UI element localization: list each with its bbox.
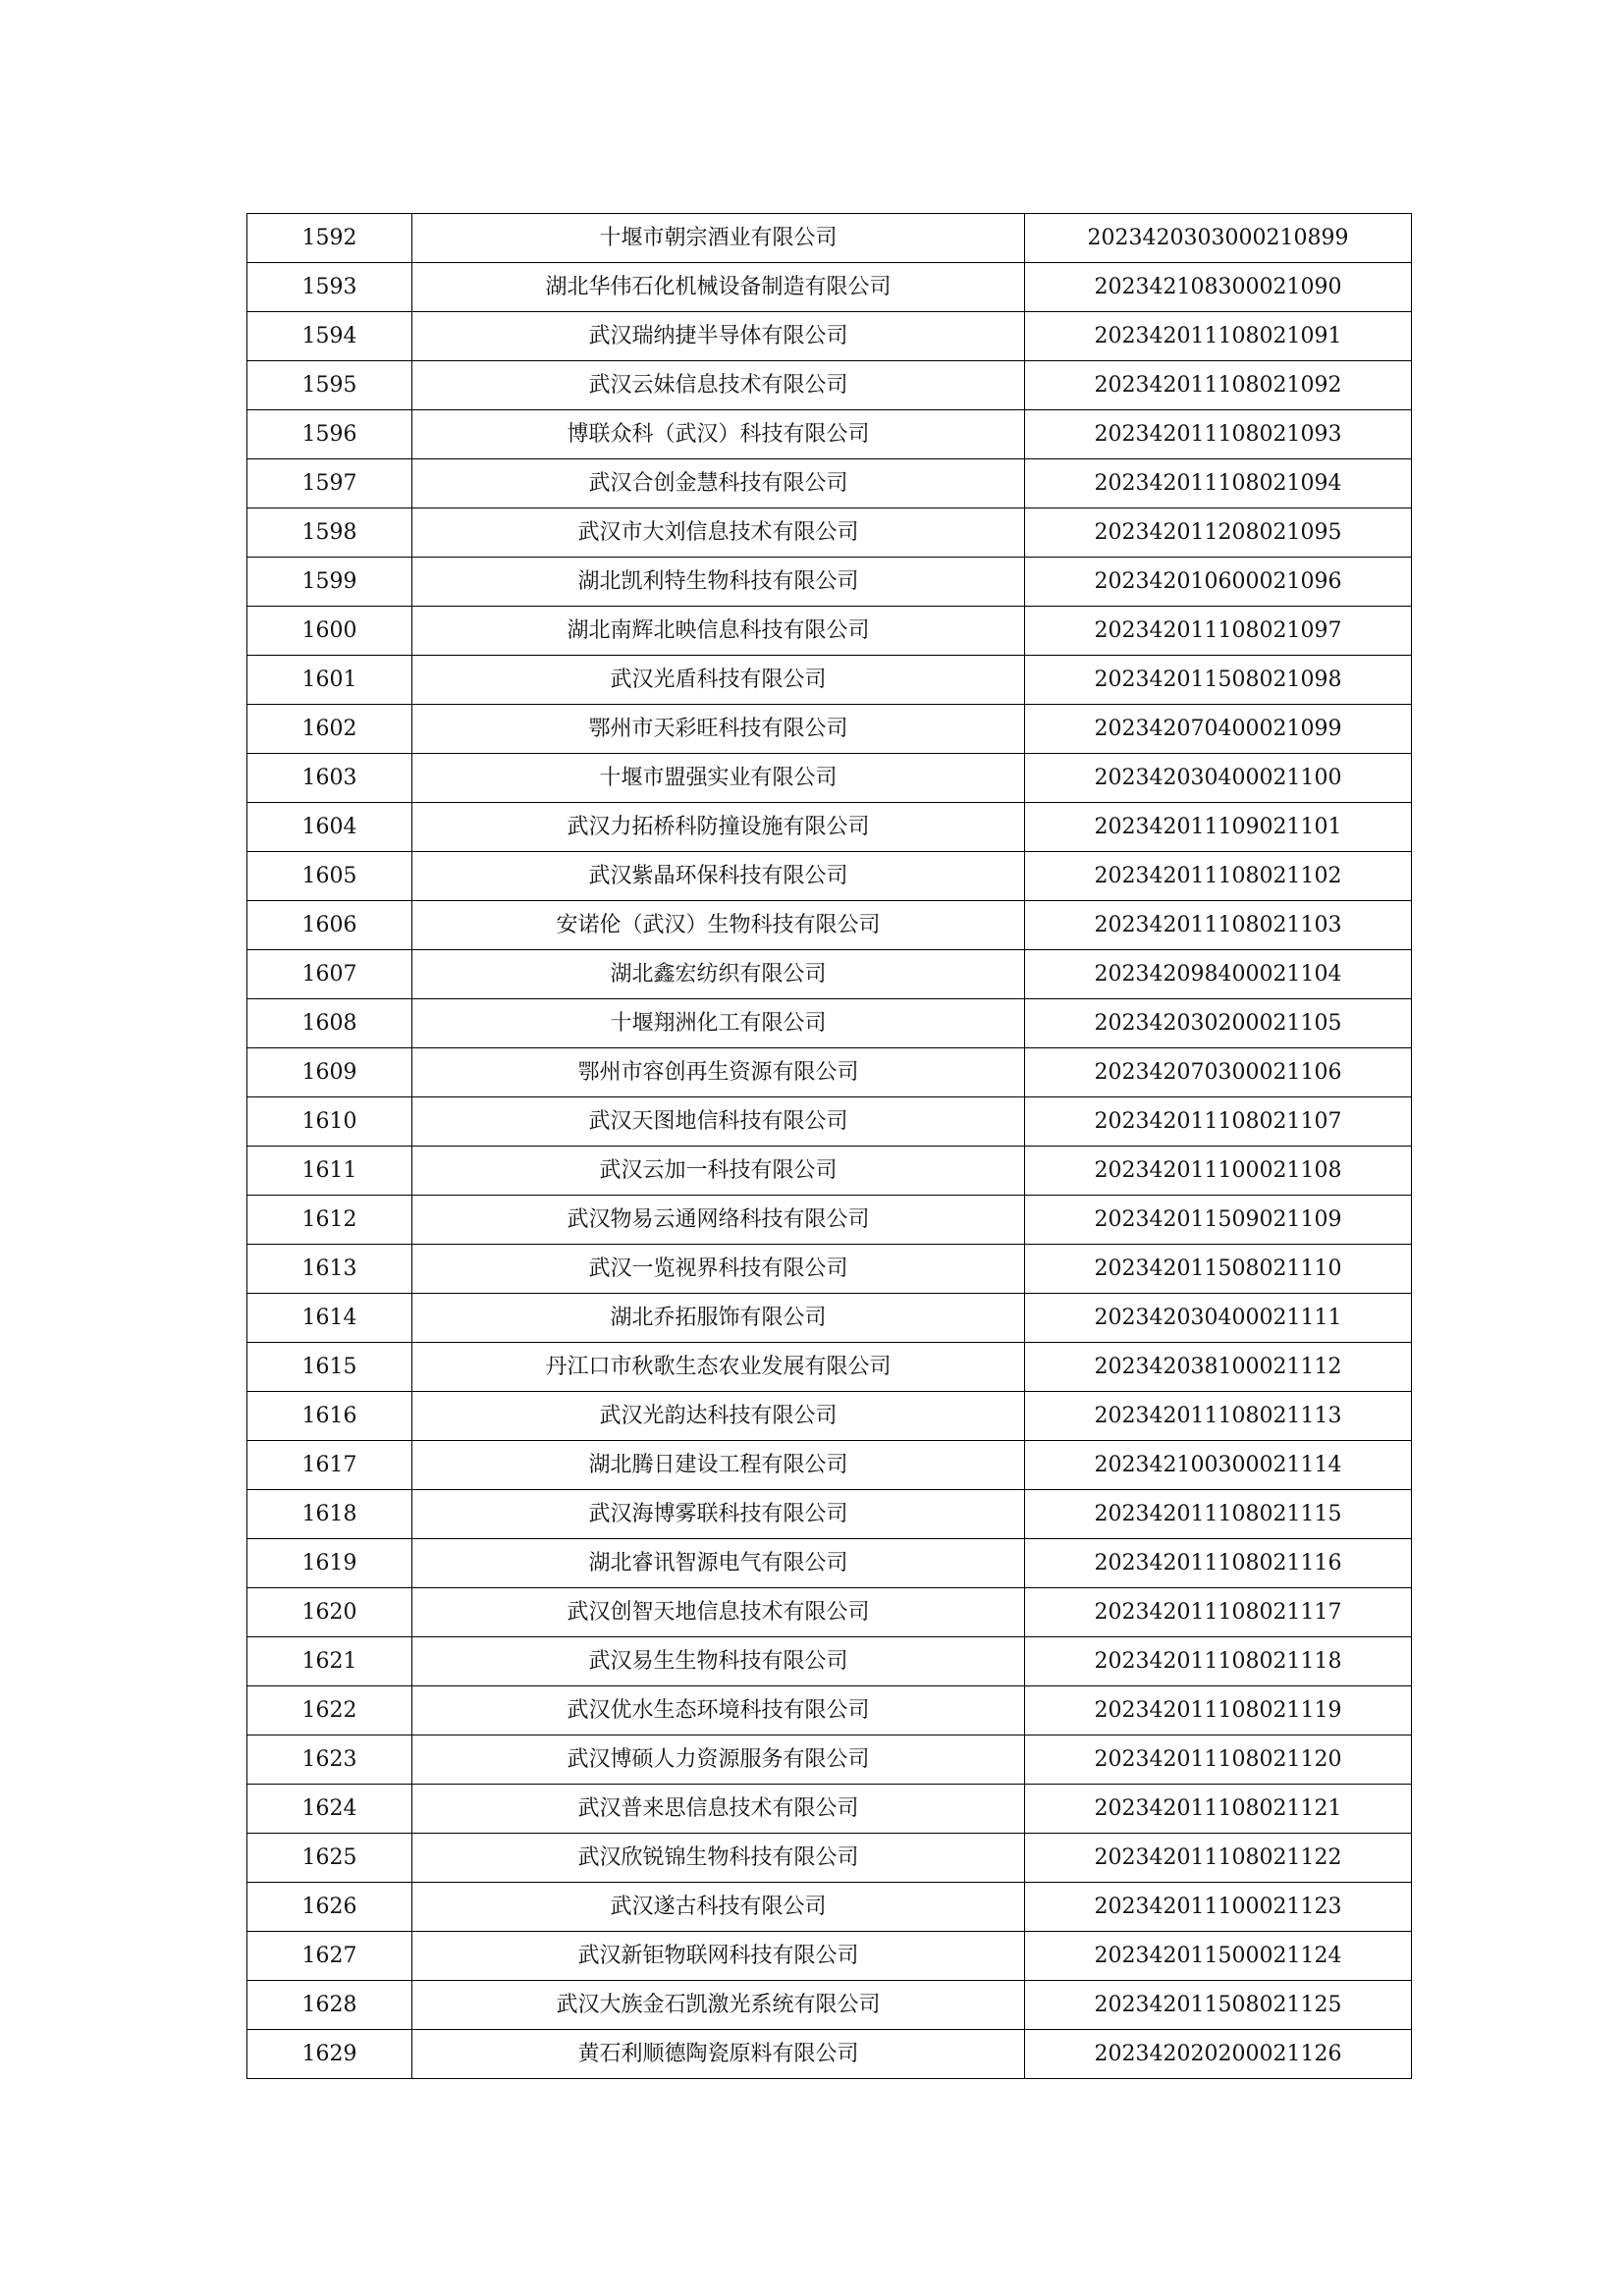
table-row xyxy=(247,263,1412,312)
table-row xyxy=(247,1343,1412,1392)
registration-number-cell: 202342011208021095 xyxy=(1025,508,1412,558)
row-index-cell: 1605 xyxy=(247,852,412,901)
table-row xyxy=(247,214,1412,263)
row-index-cell: 1612 xyxy=(247,1196,412,1245)
row-index-cell: 1625 xyxy=(247,1834,412,1883)
registration-number-cell: 202342011108021117 xyxy=(1025,1588,1412,1637)
registration-number-cell: 202342020200021126 xyxy=(1025,2030,1412,2079)
row-index-cell: 1595 xyxy=(247,361,412,410)
registration-number-cell: 202342011500021124 xyxy=(1025,1932,1412,1981)
company-name-cell: 黄石利顺德陶瓷原料有限公司 xyxy=(412,2030,1025,2079)
row-index-cell: 1615 xyxy=(247,1343,412,1392)
registration-number-cell: 202342070300021106 xyxy=(1025,1048,1412,1097)
table-row xyxy=(247,1392,1412,1441)
table-row xyxy=(247,1981,1412,2030)
company-name-cell: 湖北鑫宏纺织有限公司 xyxy=(412,950,1025,999)
company-name-cell: 湖北睿讯智源电气有限公司 xyxy=(412,1539,1025,1588)
company-name-cell: 武汉遂古科技有限公司 xyxy=(412,1883,1025,1932)
row-index-cell: 1622 xyxy=(247,1686,412,1735)
registration-number-cell: 202342030400021111 xyxy=(1025,1294,1412,1343)
row-index-cell: 1617 xyxy=(247,1441,412,1490)
registration-number-cell: 202342011108021094 xyxy=(1025,459,1412,508)
company-name-cell: 武汉博硕人力资源服务有限公司 xyxy=(412,1735,1025,1785)
registration-number-cell: 202342011108021113 xyxy=(1025,1392,1412,1441)
company-name-cell: 湖北乔拓服饰有限公司 xyxy=(412,1294,1025,1343)
registration-number-cell: 202342011508021125 xyxy=(1025,1981,1412,2030)
row-index-cell: 1627 xyxy=(247,1932,412,1981)
registration-number-cell: 202342100300021114 xyxy=(1025,1441,1412,1490)
row-index-cell: 1613 xyxy=(247,1245,412,1294)
company-name-cell: 武汉新钜物联网科技有限公司 xyxy=(412,1932,1025,1981)
company-name-cell: 武汉创智天地信息技术有限公司 xyxy=(412,1588,1025,1637)
registration-number-cell: 202342011108021097 xyxy=(1025,607,1412,656)
row-index-cell: 1604 xyxy=(247,803,412,852)
registration-number-cell: 202342011108021103 xyxy=(1025,901,1412,950)
registration-number-cell: 202342011108021118 xyxy=(1025,1637,1412,1686)
company-name-cell: 武汉光韵达科技有限公司 xyxy=(412,1392,1025,1441)
registration-number-cell: 202342010600021096 xyxy=(1025,558,1412,607)
table-row xyxy=(247,901,1412,950)
table-row xyxy=(247,852,1412,901)
table-row xyxy=(247,1539,1412,1588)
registration-number-cell: 202342070400021099 xyxy=(1025,705,1412,754)
table-row xyxy=(247,312,1412,361)
registration-number-cell: 202342011508021110 xyxy=(1025,1245,1412,1294)
company-name-cell: 武汉紫晶环保科技有限公司 xyxy=(412,852,1025,901)
registration-number-cell: 202342011109021101 xyxy=(1025,803,1412,852)
registration-number-cell: 202342038100021112 xyxy=(1025,1343,1412,1392)
company-name-cell: 湖北南辉北映信息科技有限公司 xyxy=(412,607,1025,656)
company-name-cell: 武汉优水生态环境科技有限公司 xyxy=(412,1686,1025,1735)
table-row xyxy=(247,1147,1412,1196)
company-name-cell: 十堰翔洲化工有限公司 xyxy=(412,999,1025,1048)
company-name-cell: 武汉瑞纳捷半导体有限公司 xyxy=(412,312,1025,361)
company-name-cell: 武汉天图地信科技有限公司 xyxy=(412,1097,1025,1147)
row-index-cell: 1606 xyxy=(247,901,412,950)
table-row xyxy=(247,1834,1412,1883)
registration-number-cell: 202342108300021090 xyxy=(1025,263,1412,312)
table-row xyxy=(247,1196,1412,1245)
company-name-cell: 武汉云加一科技有限公司 xyxy=(412,1147,1025,1196)
registration-number-cell: 202342011108021120 xyxy=(1025,1735,1412,1785)
company-name-cell: 武汉市大刘信息技术有限公司 xyxy=(412,508,1025,558)
row-index-cell: 1624 xyxy=(247,1785,412,1834)
company-name-cell: 武汉欣锐锦生物科技有限公司 xyxy=(412,1834,1025,1883)
company-name-cell: 武汉光盾科技有限公司 xyxy=(412,656,1025,705)
table-row xyxy=(247,1490,1412,1539)
table-row xyxy=(247,1637,1412,1686)
company-name-cell: 湖北华伟石化机械设备制造有限公司 xyxy=(412,263,1025,312)
row-index-cell: 1592 xyxy=(247,214,412,263)
registration-number-cell: 202342011108021116 xyxy=(1025,1539,1412,1588)
company-name-cell: 武汉云妹信息技术有限公司 xyxy=(412,361,1025,410)
table-row xyxy=(247,754,1412,803)
table-row xyxy=(247,508,1412,558)
row-index-cell: 1626 xyxy=(247,1883,412,1932)
registration-number-cell: 202342011108021115 xyxy=(1025,1490,1412,1539)
row-index-cell: 1628 xyxy=(247,1981,412,2030)
table-row xyxy=(247,803,1412,852)
company-name-cell: 武汉普来思信息技术有限公司 xyxy=(412,1785,1025,1834)
table-row xyxy=(247,1097,1412,1147)
row-index-cell: 1599 xyxy=(247,558,412,607)
registration-number-cell: 202342011100021123 xyxy=(1025,1883,1412,1932)
registration-number-cell: 202342011108021107 xyxy=(1025,1097,1412,1147)
company-name-cell: 安诺伦（武汉）生物科技有限公司 xyxy=(412,901,1025,950)
registration-number-cell: 202342011108021091 xyxy=(1025,312,1412,361)
company-name-cell: 十堰市朝宗酒业有限公司 xyxy=(412,214,1025,263)
row-index-cell: 1603 xyxy=(247,754,412,803)
table-row xyxy=(247,1785,1412,1834)
row-index-cell: 1614 xyxy=(247,1294,412,1343)
table-row xyxy=(247,999,1412,1048)
table-row xyxy=(247,459,1412,508)
registration-number-cell: 202342011108021119 xyxy=(1025,1686,1412,1735)
registration-number-cell: 202342011100021108 xyxy=(1025,1147,1412,1196)
company-name-cell: 博联众科（武汉）科技有限公司 xyxy=(412,410,1025,459)
registration-number-cell: 202342011108021121 xyxy=(1025,1785,1412,1834)
company-name-cell: 鄂州市天彩旺科技有限公司 xyxy=(412,705,1025,754)
company-registry-table-container xyxy=(246,213,1411,2079)
table-row xyxy=(247,950,1412,999)
row-index-cell: 1621 xyxy=(247,1637,412,1686)
table-row xyxy=(247,1686,1412,1735)
company-name-cell: 湖北腾日建设工程有限公司 xyxy=(412,1441,1025,1490)
row-index-cell: 1600 xyxy=(247,607,412,656)
row-index-cell: 1608 xyxy=(247,999,412,1048)
row-index-cell: 1593 xyxy=(247,263,412,312)
row-index-cell: 1619 xyxy=(247,1539,412,1588)
registration-number-cell: 202342011508021098 xyxy=(1025,656,1412,705)
table-row xyxy=(247,1588,1412,1637)
registration-number-cell: 202342030400021100 xyxy=(1025,754,1412,803)
table-row xyxy=(247,1441,1412,1490)
company-name-cell: 武汉易生生物科技有限公司 xyxy=(412,1637,1025,1686)
registration-number-cell: 202342011108021092 xyxy=(1025,361,1412,410)
company-name-cell: 武汉合创金慧科技有限公司 xyxy=(412,459,1025,508)
table-body xyxy=(247,214,1412,2079)
registration-number-cell: 202342098400021104 xyxy=(1025,950,1412,999)
row-index-cell: 1602 xyxy=(247,705,412,754)
company-name-cell: 武汉力拓桥科防撞设施有限公司 xyxy=(412,803,1025,852)
table-row xyxy=(247,1932,1412,1981)
table-row xyxy=(247,361,1412,410)
row-index-cell: 1598 xyxy=(247,508,412,558)
company-name-cell: 湖北凯利特生物科技有限公司 xyxy=(412,558,1025,607)
company-name-cell: 十堰市盟强实业有限公司 xyxy=(412,754,1025,803)
table-row xyxy=(247,1048,1412,1097)
company-name-cell: 武汉大族金石凯激光系统有限公司 xyxy=(412,1981,1025,2030)
table-row xyxy=(247,656,1412,705)
company-name-cell: 鄂州市容创再生资源有限公司 xyxy=(412,1048,1025,1097)
table-row xyxy=(247,705,1412,754)
registration-number-cell: 202342011509021109 xyxy=(1025,1196,1412,1245)
company-name-cell: 武汉物易云通网络科技有限公司 xyxy=(412,1196,1025,1245)
row-index-cell: 1618 xyxy=(247,1490,412,1539)
registration-number-cell: 2023420303000210899 xyxy=(1025,214,1412,263)
row-index-cell: 1596 xyxy=(247,410,412,459)
registration-number-cell: 202342030200021105 xyxy=(1025,999,1412,1048)
registration-number-cell: 202342011108021102 xyxy=(1025,852,1412,901)
row-index-cell: 1597 xyxy=(247,459,412,508)
row-index-cell: 1609 xyxy=(247,1048,412,1097)
company-name-cell: 丹江口市秋歌生态农业发展有限公司 xyxy=(412,1343,1025,1392)
table-row xyxy=(247,1294,1412,1343)
row-index-cell: 1594 xyxy=(247,312,412,361)
registration-number-cell: 202342011108021093 xyxy=(1025,410,1412,459)
row-index-cell: 1607 xyxy=(247,950,412,999)
table-row xyxy=(247,1245,1412,1294)
table-row xyxy=(247,1883,1412,1932)
company-registry-table xyxy=(246,213,1412,2079)
company-name-cell: 武汉海博雾联科技有限公司 xyxy=(412,1490,1025,1539)
row-index-cell: 1616 xyxy=(247,1392,412,1441)
table-row xyxy=(247,410,1412,459)
row-index-cell: 1601 xyxy=(247,656,412,705)
row-index-cell: 1623 xyxy=(247,1735,412,1785)
row-index-cell: 1610 xyxy=(247,1097,412,1147)
table-row xyxy=(247,2030,1412,2079)
table-row xyxy=(247,558,1412,607)
registration-number-cell: 202342011108021122 xyxy=(1025,1834,1412,1883)
company-name-cell: 武汉一览视界科技有限公司 xyxy=(412,1245,1025,1294)
table-row xyxy=(247,607,1412,656)
row-index-cell: 1611 xyxy=(247,1147,412,1196)
row-index-cell: 1629 xyxy=(247,2030,412,2079)
table-row xyxy=(247,1735,1412,1785)
row-index-cell: 1620 xyxy=(247,1588,412,1637)
